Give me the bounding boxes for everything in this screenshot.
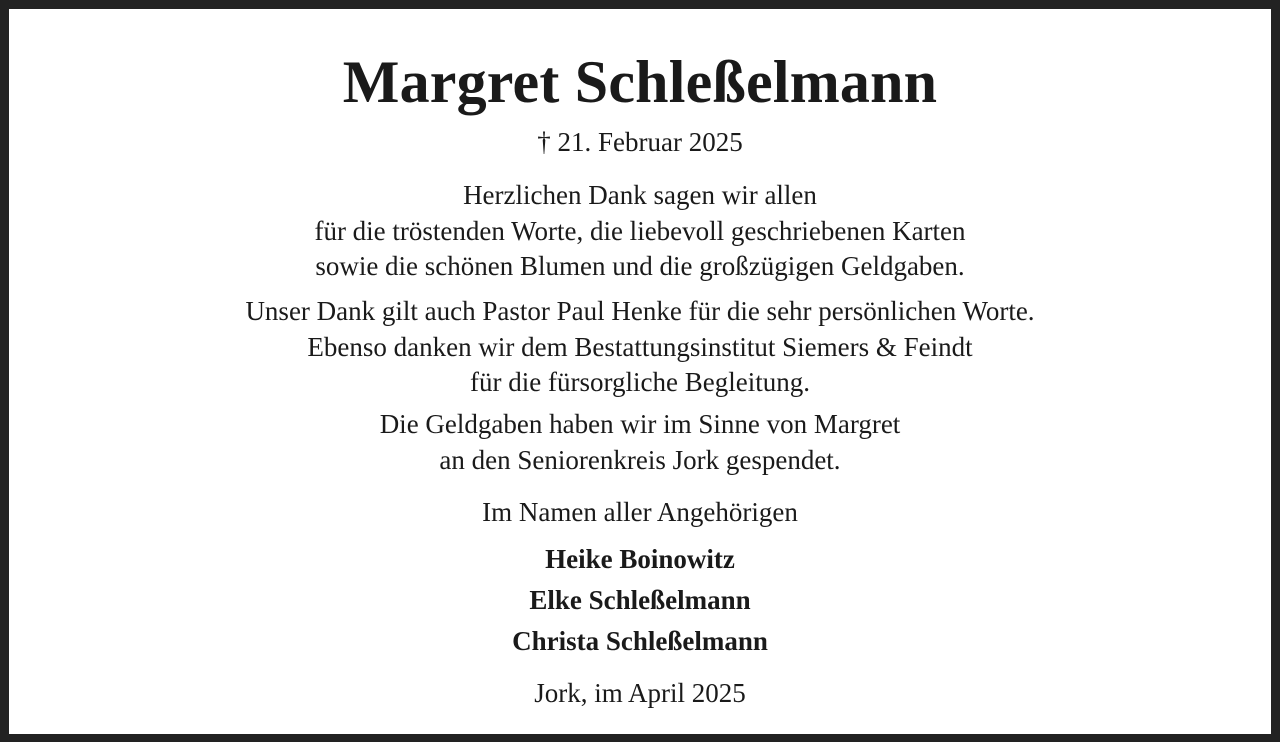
death-date: † 21. Februar 2025 [537,127,743,157]
signer-name: Christa Schleßelmann [512,626,768,656]
donation-paragraph [18,407,1262,478]
paragraph-line: an den Seniorenkreis Jork gespendet. [439,444,841,475]
paragraph-line: Herzlichen Dank sagen wir allen [463,180,817,210]
paragraph-line: für die tröstenden Worte, die liebevoll geschriebenen Karten [314,215,966,246]
signer-name: Elke Schleßelmann [529,585,751,615]
thanks-paragraph [18,178,1262,285]
paragraph-line: sowie die schönen Blumen und die großzügigen Geldgaben. [315,251,965,281]
deceased-name: Margret Schleßelmann [342,49,938,115]
signer-name: Heike Boinowitz [545,544,735,574]
signers-list [18,539,1262,662]
paragraph-line: für die fürsorgliche Begleitung. [470,367,810,397]
paragraph-line: Ebenso danken wir dem Bestattungsinstitut Siemers & Feindt [307,331,973,362]
place-and-date: Jork, im April 2025 [534,678,746,708]
paragraph-line: Unser Dank gilt auch Pastor Paul Henke für die sehr persönlichen Worte. [245,296,1035,326]
acknowledgement-paragraph [18,294,1262,401]
paragraph-line: Die Geldgaben haben wir im Sinne von Margret [379,409,901,439]
closing-line: Im Namen aller Angehörigen [482,497,798,527]
